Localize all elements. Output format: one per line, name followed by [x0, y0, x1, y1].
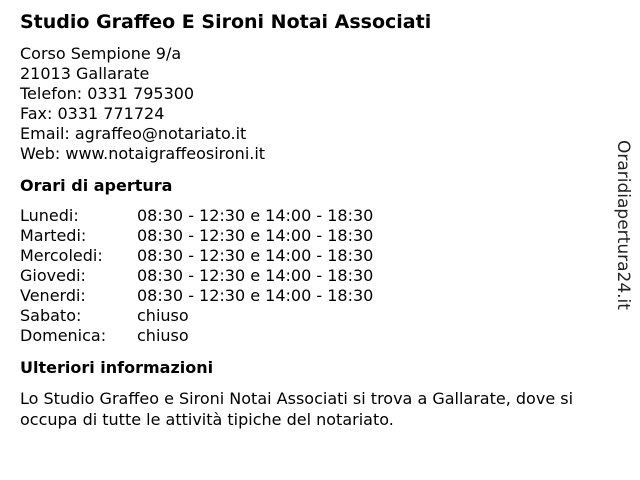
hours-day: Sabato:	[20, 306, 82, 325]
hours-row-sunday	[20, 326, 600, 346]
hours-day: Domenica:	[20, 326, 107, 345]
opening-hours-table	[20, 206, 600, 346]
hours-time: chiuso	[137, 326, 189, 345]
email-address: Email: agraffeo@notariato.it	[20, 124, 247, 143]
hours-row-friday	[20, 286, 600, 306]
hours-day: Venerdi:	[20, 286, 86, 305]
hours-time: chiuso	[137, 306, 189, 325]
hours-time: 08:30 - 12:30 e 14:00 - 18:30	[137, 246, 374, 265]
hours-row-saturday	[20, 306, 600, 326]
hours-day: Giovedi:	[20, 266, 86, 285]
business-card	[20, 10, 600, 430]
hours-time: 08:30 - 12:30 e 14:00 - 18:30	[137, 286, 374, 305]
hours-row-wednesday	[20, 246, 600, 266]
site-brand-logo	[608, 135, 638, 315]
phone-number: Telefon: 0331 795300	[20, 84, 195, 103]
fax-number: Fax: 0331 771724	[20, 104, 165, 123]
business-description: Lo Studio Graffeo e Sironi Notai Associati si trova a Gallarate, dove si occupa di tutte le attività tipiche del notariato.	[20, 389, 574, 429]
hours-time: 08:30 - 12:30 e 14:00 - 18:30	[137, 206, 374, 225]
contact-block	[20, 44, 600, 164]
website-address: Web: www.notaigraffeosironi.it	[20, 144, 266, 163]
business-name: Studio Graffeo E Sironi Notai Associati	[20, 11, 432, 33]
hours-row-thursday	[20, 266, 600, 286]
hours-day: Lunedi:	[20, 206, 79, 225]
hours-row-tuesday	[20, 226, 600, 246]
opening-hours-heading: Orari di apertura	[20, 176, 173, 195]
site-brand-text: Oraridiapertura24.it	[613, 140, 633, 310]
hours-time: 08:30 - 12:30 e 14:00 - 18:30	[137, 226, 374, 245]
hours-day: Mercoledi:	[20, 246, 103, 265]
additional-info-heading: Ulteriori informazioni	[20, 358, 214, 377]
hours-day: Martedi:	[20, 226, 87, 245]
address-street: Corso Sempione 9/a	[20, 44, 182, 63]
hours-time: 08:30 - 12:30 e 14:00 - 18:30	[137, 266, 374, 285]
hours-row-monday	[20, 206, 600, 226]
address-city: 21013 Gallarate	[20, 64, 150, 83]
